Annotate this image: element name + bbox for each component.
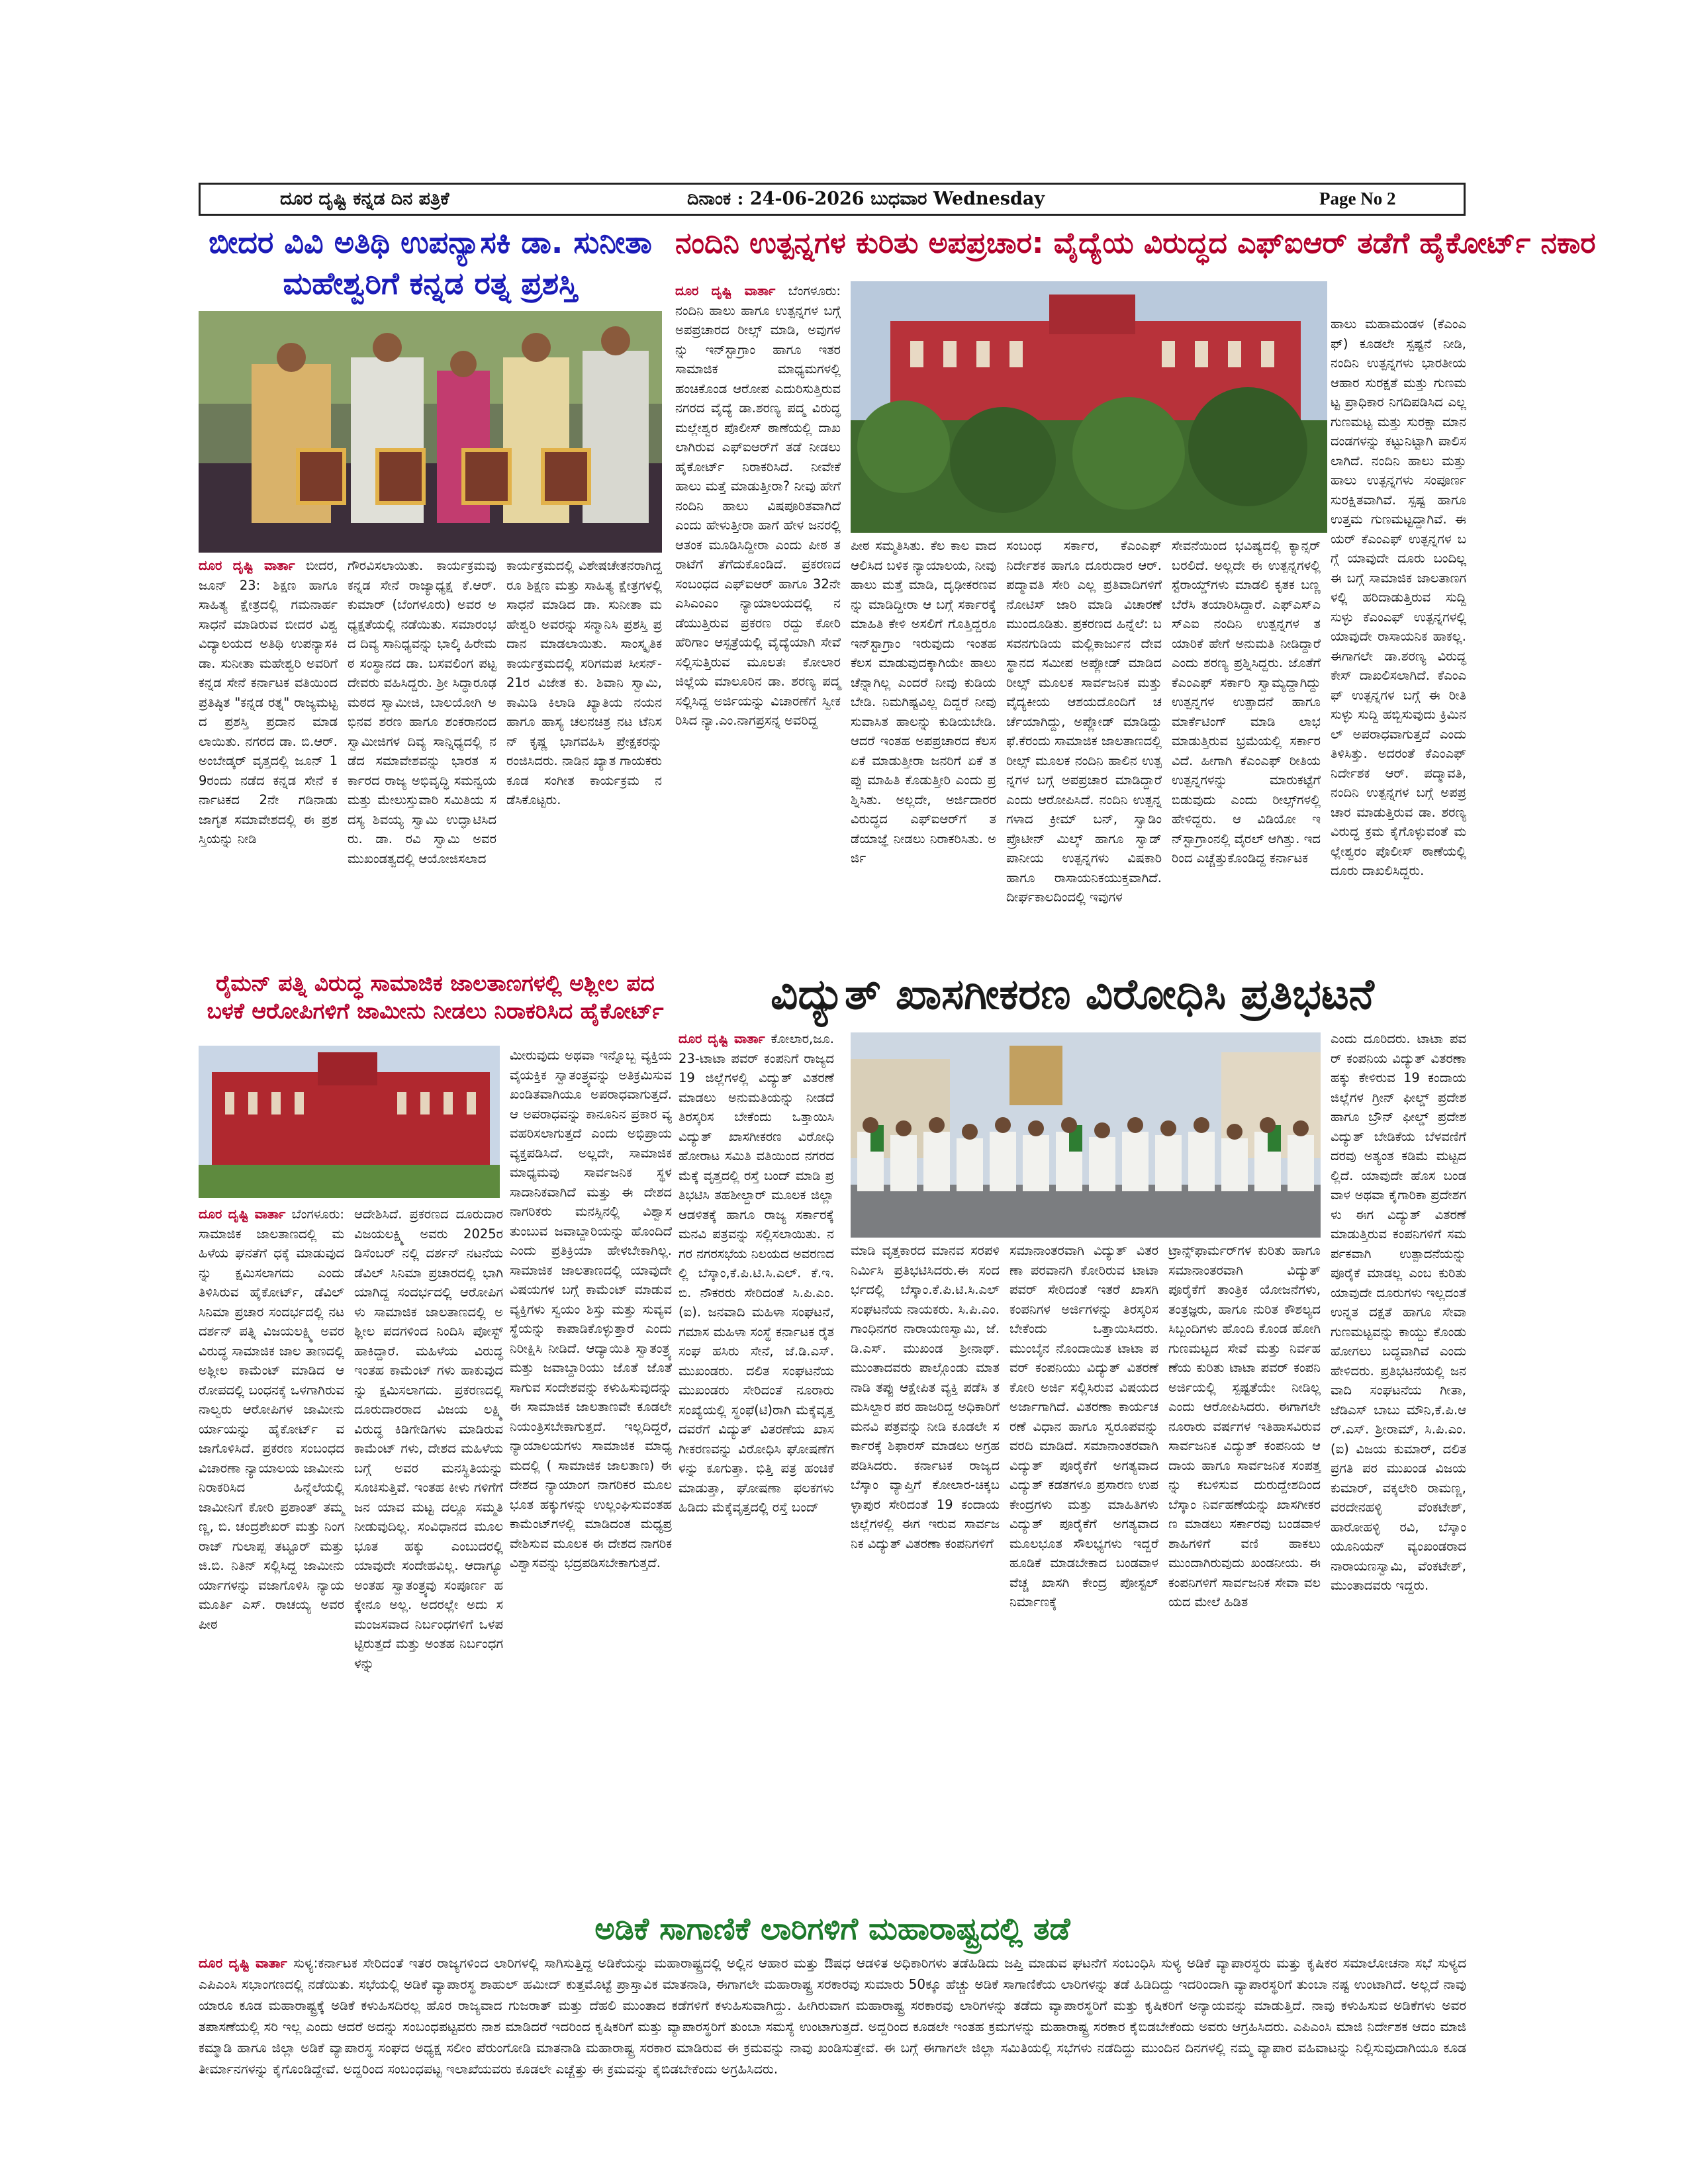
paper-name: ದೂರ ದೃಷ್ಟಿ ಕನ್ನಡ ದಿನ ಪತ್ರಿಕೆ xyxy=(280,189,449,209)
article-protest-col2: ಮಾಡಿ ವೃತ್ತಕಾರದ ಮಾನವ ಸರಪಳಿ ನಿರ್ಮಿಸಿ ಪ್ರತಿಭಟಿಸಿದರು.ಈ ಸಂದರ್ಭದಲ್ಲಿ ಬೆಸ್ಕಾಂ.ಕೆ.ಪಿ.ಟಿ.ಸಿ.ಎಲ್ ಸಂಘಟನೆಯ ನಾಯಕರು. ಸಿ.ಪಿ.ಎಂ. ಗಾಂಧಿನಗರ ನಾರಾಯಣಸ್ವಾಮಿ, ಜೆ.ಡಿ.ಎಸ್. ಮುಖಂಡ ಶ್ರೀನಾಥ್. ಮುಂತಾದವರು ಪಾಲ್ಗೊಂಡು ಮಾತನಾಡಿ ತಪ್ಪು ಆಕ್ಷೇಪಿತ ವ್ಯಕ್ತಿ ಪಡೆಸಿ ತಮಸಿಲ್ದಾರ ಪರ ಹಾಜರಿದ್ದ ಅಧಿಕಾರಿಗೆ ಮನವಿ ಪತ್ರವನ್ನು ನೀಡಿ ಕೂಡಲೇ ಸರ್ಕಾರಕ್ಕೆ ಶಿಫಾರಸ್ ಮಾಡಲು ಅಗ್ರಹ ಪಡಿಸಿದರು. ಕರ್ನಾಟಕ ರಾಜ್ಯದ ಬೆಸ್ಕಾಂ ವ್ಯಾಪ್ತಿಗೆ ಕೋಲಾರ-ಚಿಕ್ಕಬಳ್ಳಾಪುರ ಸೇರಿದಂತೆ 19 ಕಂದಾಯ ಜಿಲ್ಲೆಗಳಲ್ಲಿ ಈಗ ಇರುವ ಸಾರ್ವಜನಿಕ ವಿದ್ಯುತ್ ವಿತರಣಾ ಕಂಪನಿಗಳಿಗೆ xyxy=(851,1243,1000,1551)
article-protest-col3: ಸಮಾನಾಂತರವಾಗಿ ವಿದ್ಯುತ್ ವಿತರಣಾ ಪರವಾನಗಿ ಕೋರಿರುವ ಟಾಟಾ ಪವರ್ ಸೇರಿದಂತೆ ಇತರೆ ಖಾಸಗಿ ಕಂಪನಿಗಳ ಅರ್ಜಿಗಳನ್ನು ತಿರಸ್ಕರಿಸ ಬೇಕೆಂದು ಒತ್ತಾಯಿಸಿದರು. ಮುಂಬೈನ ನೊಂದಾಯಿತ ಟಾಟಾ ಪವರ್ ಕಂಪನಿಯು ವಿದ್ಯುತ್ ವಿತರಣೆ ಕೋರಿ ಅರ್ಜಿ ಸಲ್ಲಿಸಿರುವ ವಿಷಯದ ಅರ್ಜಾಗಾಗಿದೆ. ವಿತರಣಾ ಕಾರ್ಯಚರಣೆ ವಿಧಾನ ಹಾಗೂ ಸ್ವರೂಪವನ್ನು ವರದಿ ಮಾಡಿದೆ. ಸಮಾನಾಂತರವಾಗಿ ವಿದ್ಯುತ್ ಪೂರೈಕೆಗೆ ಅಗತ್ಯವಾದ ವಿದ್ಯುತ್ ಕಡತಗಳೂ ಪ್ರಸಾರಣ ಉಪಕೇಂದ್ರಗಳು ಮತ್ತು ಮಾಹಿತಿಗಳು ವಿದ್ಯುತ್ ಪೂರೈಕೆಗೆ ಅಗತ್ಯವಾದ ಮೂಲಭೂತ ಸೌಲಭ್ಯಗಳು ಇದ್ದರೆ ಹೂಡಿಕೆ ಮಾಡಬೇಕಾದ ಬಂಡವಾಳ ವೆಚ್ಚ ಖಾಸಗಿ ಕೇಂದ್ರ ಪೋಸ್ಟಲ್ ನಿರ್ಮಾಣಕ್ಕೆ xyxy=(1009,1243,1158,1610)
issue-date: ದಿನಾಂಕ : 24-06-2026 ಬುಧವಾರ Wednesday xyxy=(687,189,1045,209)
article-nandini-col3: ಸಂಬಂಧ ಸರ್ಕಾರ, ಕೆಎಂಎಫ್ ನಿರ್ದೇಶಕ ಹಾಗೂ ದೂರುದಾರ ಆರ್.ಪದ್ಮಾವತಿ ಸೇರಿ ಎಲ್ಲ ಪ್ರತಿವಾದಿಗಳಿಗೆ ನೋಟಿಸ್ ಜಾರಿ ಮಾಡಿ ವಿಚಾರಣೆ ಮುಂದೂಡಿತು. ಪ್ರಕರಣದ ಹಿನ್ನೆಲೆ: ಬಸವನಗುಡಿಯ ಮಲ್ಲಿಕಾರ್ಜುನ ದೇವಸ್ಥಾನದ ಸಮೀಪ ಅಪ್ಲೋಡ್ ಮಾಡಿದ ರೀಲ್ಸ್ ಮೂಲಕ ಸಾರ್ವಜನಿಕ ಮತ್ತು ವೈದ್ಯಕೀಯ ಆಶಯದೊಂದಿಗೆ ಚರ್ಚೆಯಾಗಿದ್ದು, ಅಪ್ಲೋಡ್ ಮಾಡಿದ್ದು ಫೆ.ಕೆರಂದು ಸಾಮಾಜಿಕ ಜಾಲತಾಣದಲ್ಲಿ ರೀಲ್ಸ್ ಮೂಲಕ ನಂದಿನಿ ಹಾಲಿನ ಉತ್ಪನ್ನಗಳ ಬಗ್ಗೆ ಅಪಪ್ರಚಾರ ಮಾಡಿದ್ದಾರೆ ಎಂದು ಆರೋಪಿಸಿದೆ. ನಂದಿನಿ ಉತ್ಪನ್ನಗಳಾದ ಕ್ರೀಮ್ ಬನ್, ಸ್ವಾಡಿಂ ಪ್ರೊಟೀನ್ ಮಿಲ್ಕ್ ಹಾಗೂ ಸ್ವಾಡ್ ಪಾನೀಯ ಉತ್ಪನ್ನಗಳು ವಿಷಕಾರಿ ಹಾಗೂ ರಾಸಾಯನಿಕಯುಕ್ತವಾಗಿದೆ. ದೀರ್ಘಕಾಲದಿಂದಲ್ಲಿ ಇವುಗಳ xyxy=(1006,538,1162,905)
article-headline-social-media: ರೈಮನ್ ಪತ್ನಿ ವಿರುದ್ಧ ಸಾಮಾಜಿಕ ಜಾಲತಾಣಗಳಲ್ಲಿ ಅಶ್ಲೀಲ ಪದ ಬಳಕೆ ಆರೋಪಿಗಳಿಗೆ ಜಾಮೀನು ನೀಡಲು ನಿರಾಕರಿಸಿದ ಹೈಕೋರ್ಟ್ xyxy=(207,970,664,1024)
article-social-col1: ದೂರ ದೃಷ್ಟಿ ವಾರ್ತಾ ಬೆಂಗಳೂರು: ಸಾಮಾಜಿಕ ಜಾಲತಾಣದಲ್ಲಿ ಮಹಿಳೆಯ ಘನತೆಗೆ ಧಕ್ಕೆ ಮಾಡುವುದನ್ನು ಕ್ಷಮಿಸಲಾಗದು ಎಂದು ತಿಳಿಸಿರುವ ಹೈಕೋರ್ಟ್, ಡೆವಿಲ್ ಸಿನಿಮಾ ಪ್ರಚಾರ ಸಂದರ್ಭದಲ್ಲಿ ನಟ ದರ್ಶನ್ ಪತ್ನಿ ವಿಜಯಲಕ್ಷ್ಮಿ ಅವರ ವಿರುದ್ಧ ಸಾಮಾಜಿಕ ಜಾಲ ತಾಣದಲ್ಲಿ ಅಶ್ಲೀಲ ಕಾಮೆಂಟ್ ಮಾಡಿದ ಆರೋಪದಲ್ಲಿ ಬಂಧನಕ್ಕೆ ಒಳಗಾಗಿರುವ ನಾಲ್ವರು ಆರೋಪಿಗಳ ಜಾಮೀನು ರ್ಯಾಯನ್ನು ಹೈಕೋರ್ಟ್ ವಜಾಗೊಳಿಸಿದೆ. ಪ್ರಕರಣ ಸಂಬಂಧದ ವಿಚಾರಣಾ ನ್ಯಾಯಾಲಯ ಜಾಮೀನು ನಿರಾಕರಿಸಿದ ಹಿನ್ನೆಲೆಯಲ್ಲಿ ಜಾಮೀನಿಗೆ ಕೋರಿ ಪ್ರಶಾಂತ್ ತಮ್ಮಣ್ಣ, ಬಿ. ಚಂದ್ರಶೇಖರ್ ಮತ್ತು ನಿಂಗರಾಜ್ ಗುಲಾಪ್ಪ ತಟ್ಟೂರ್ ಮತ್ತು ಜಿ.ಬಿ. ನಿತಿನ್ ಸಲ್ಲಿಸಿದ್ದ ಜಾಮೀನು ರ್ಯಾಗಳನ್ನು ವಜಾಗೊಳಿಸಿ ನ್ಯಾಯಮೂರ್ತಿ ಎಸ್. ರಾಚಯ್ಯ ಅವರ ಪೀಠ xyxy=(199,1206,344,1632)
article-award-col3: ಕಾರ್ಯಕ್ರಮದಲ್ಲಿ ವಿಶೇಷಚೇತನರಾಗಿದ್ದರೂ ಶಿಕ್ಷಣ ಮತ್ತು ಸಾಹಿತ್ಯ ಕ್ಷೇತ್ರಗಳಲ್ಲಿ ಸಾಧನೆ ಮಾಡಿದ ಡಾ. ಸುನೀತಾ ಮಹೇಶ್ವರಿ ಅವರನ್ನು ಸನ್ಮಾನಿಸಿ ಪ್ರಶಸ್ತಿ ಪ್ರದಾನ ಮಾಡಲಾಯಿತು. ಸಾಂಸ್ಕೃತಿಕ ಕಾರ್ಯಕ್ರಮದಲ್ಲಿ ಸರಿಗಮಪ ಸೀಸನ್-21ರ ವಿಜೇತ ಕು. ಶಿವಾನಿ ಸ್ವಾಮಿ, ಕಾಮಿಡಿ ಕಿಲಾಡಿ ಖ್ಯಾತಿಯ ನಯನ ಹಾಗೂ ಹಾಸ್ಯ ಚಲನಚಿತ್ರ ನಟ ಟೆನಿಸನ್ ಕೃಷ್ಣ ಭಾಗವಹಿಸಿ ಪ್ರೇಕ್ಷಕರನ್ನು ರಂಜಿಸಿದರು. ನಾಡಿನ ಖ್ಯಾತ ಗಾಯಕರು ಕೂಡ ಸಂಗೀತ ಕಾರ್ಯಕ್ರಮ ನಡೆಸಿಕೊಟ್ಟರು. xyxy=(506,558,662,807)
article-nandini-col1: ದೂರ ದೃಷ್ಟಿ ವಾರ್ತಾ ಬೆಂಗಳೂರು: ನಂದಿನಿ ಹಾಲು ಹಾಗೂ ಉತ್ಪನ್ನಗಳ ಬಗ್ಗೆ ಅಪಪ್ರಚಾರದ ರೀಲ್ಸ್ ಮಾಡಿ, ಅವುಗಳನ್ನು ಇನ್‌ಸ್ಟಾಗ್ರಾಂ ಹಾಗೂ ಇತರ ಸಾಮಾಜಿಕ ಮಾಧ್ಯಮಗಳಲ್ಲಿ ಹಂಚಿಕೊಂಡ ಆರೋಪ ಎದುರಿಸುತ್ತಿರುವ ನಗರದ ವೈದ್ಯೆ ಡಾ.ಶರಣ್ಯ ಪದ್ಮ ವಿರುದ್ಧ ಮಲ್ಲೇಶ್ವರ ಪೊಲೀಸ್ ಠಾಣೆಯಲ್ಲಿ ದಾಖಲಾಗಿರುವ ಎಫ್ಐಆರ್‌ಗೆ ತಡೆ ನೀಡಲು ಹೈಕೋರ್ಟ್ ನಿರಾಕರಿಸಿದೆ. ನೀವೇಕೆ ಹಾಲು ಮತ್ತೆ ಮಾಡುತ್ತೀರಾ? ನೀವು ಹೇಗೆ ನಂದಿನಿ ಹಾಲು ವಿಷಪೂರಿತವಾಗಿದೆ ಎಂದು ಹೇಳುತ್ತೀರಾ ಹಾಗೆ ಹೇಳ ಜನರಲ್ಲಿ ಆತಂಕ ಮೂಡಿಸಿದ್ದೀರಾ ಎಂದು ಪೀಠ ತರಾಟೆಗೆ ತೆಗೆದುಕೊಂಡಿದೆ. ಪ್ರಕರಣದ ಸಂಬಂಧದ ಎಫ್ಐಆರ್ ಹಾಗೂ 32ನೇ ಎಸಿಎಂಎಂ ನ್ಯಾಯಾಲಯದಲ್ಲಿ ನಡೆಯುತ್ತಿರುವ ಪ್ರಕರಣ ರದ್ದು ಕೋರಿ ಹೆರಿಗಾಂ ಆಸ್ಪತ್ರೆಯಲ್ಲಿ ವೈದ್ಯೆಯಾಗಿ ಸೇವೆ ಸಲ್ಲಿಸುತ್ತಿರುವ ಮೂಲತಃ ಕೋಲಾರ ಜಿಲ್ಲೆಯ ಮಾಲೂರಿನ ಡಾ. ಶರಣ್ಯ ಪದ್ಮ ಸಲ್ಲಿಸಿದ್ದ ಅರ್ಜಿಯನ್ನು ವಿಚಾರಣೆಗೆ ಸ್ವೀಕರಿಸಿದ ನ್ಯಾ.ಎಂ.ನಾಗಪ್ರಸನ್ನ ಅವರಿದ್ದ xyxy=(675,283,841,728)
masthead-bar xyxy=(199,183,1466,216)
article-protest-col1: ದೂರ ದೃಷ್ಟಿ ವಾರ್ತಾ ಕೋಲಾರ,ಜೂ.23-ಟಾಟಾ ಪವರ್ ಕಂಪನಿಗೆ ರಾಜ್ಯದ 19 ಜಿಲ್ಲೆಗಳಲ್ಲಿ ವಿದ್ಯುತ್ ವಿತರಣೆ ಮಾಡಲು ಅನುಮತಿಯನ್ನು ನೀಡದೆ ತಿರಸ್ಕರಿಸ ಬೇಕೆಂದು ಒತ್ತಾಯಿಸಿ ವಿದ್ಯುತ್ ಖಾಸಗೀಕರಣ ವಿರೋಧಿ ಹೋರಾಟ ಸಮಿತಿ ವತಿಯಿಂದ ನಗರದ ಮೆಕ್ಕೆ ವೃತ್ತದಲ್ಲಿ ರಸ್ತೆ ಬಂದ್ ಮಾಡಿ ಪ್ರತಿಭಟಿಸಿ ತಹಶೀಲ್ದಾರ್ ಮೂಲಕ ಜಿಲ್ಲಾ ಆಡಳಿತಕ್ಕೆ ಹಾಗೂ ರಾಜ್ಯ ಸರ್ಕಾರಕ್ಕೆ ಮನವಿ ಪತ್ರವನ್ನು ಸಲ್ಲಿಸಲಾಯಿತು. ನಗರ ನಗರಸಭೆಯ ನಿಲಯದ ಅವರಣದಲ್ಲಿ ಬೆಸ್ಕಾಂ,ಕೆ.ಪಿ.ಟಿ.ಸಿ.ಎಲ್. ಕೆ.ಇ.ಬಿ. ನೌಕರರು ಸೇರಿದಂತೆ ಸಿ.ಪಿ.ಎಂ.(ಐ). ಜನವಾದಿ ಮಹಿಳಾ ಸಂಘಟನೆ, ಗಮಾಸ ಮಹಿಳಾ ಸಂಸ್ಥೆ ಕರ್ನಾಟಕ ರೈತ ಸಂಘ ಹಸಿರು ಸೇನೆ, ಜೆ.ಡಿ.ಎಸ್.ಮುಖಂಡರು. ದಲಿತ ಸಂಘಟನೆಯ ಮುಖಂಡರು ಸೇರಿದಂತೆ ನೂರಾರು ಸಂಖ್ಯೆಯಲ್ಲಿ ಸ್ಥಂಫೆ(ಟಿ)ರಾಗಿ ಮೆಕ್ಕೆವೃತ್ತದವರೆಗೆ ವಿದ್ಯುತ್ ವಿತರಣೆಯ ಖಾಸಗೀಕರಣವನ್ನು ವಿರೋಧಿಸಿ ಘೋಷಣೆಗಳನ್ನು ಕೂಗುತ್ತಾ. ಭಿತ್ತಿ ಪತ್ರ ಹಂಚಿಕೆ ಮಾಡುತ್ತಾ, ಘೋಷಣಾ ಫಲಕಗಳು ಹಿಡಿದು ಮೆಕ್ಕೆವೃತ್ತದಲ್ಲಿ ರಸ್ತೆ ಬಂದ್ xyxy=(679,1031,834,1515)
article-nandini-col2: ಪೀಠ ಸಮ್ಮತಿಸಿತು. ಕೆಲ ಕಾಲ ವಾದ ಆಲಿಸಿದ ಬಳಿಕ ನ್ಯಾಯಾಲಯ, ನೀವು ಹಾಲು ಮತ್ತೆ ಮಾಡಿ, ದೃಢೀಕರಣವನ್ನು ಮಾಡಿದ್ದೀರಾ ಆ ಬಗ್ಗೆ ಸರ್ಕಾರಕ್ಕೆ ಮಾಹಿತಿ ಕೇಳಿ ಅಸಲಿಗೆ ಗೊತ್ತಿದ್ದರೂ ಇನ್‌ಸ್ಟಾಗ್ರಾಂ ಇರುವುದು ಇಂತಹ ಕೆಲಸ ಮಾಡುವುದಕ್ಕಾಗಿಯೇ ಹಾಲು ಚೆನ್ನಾಗಿಲ್ಲ ಎಂದರೆ ನೀವು ಕುಡಿಯಬೇಡಿ. ನಿಮಗಿಷ್ಟವಿಲ್ಲ ದಿದ್ದರೆ ನೀವು ಸುವಾಸಿತ ಹಾಲನ್ನು ಕುಡಿಯಬೇಡಿ. ಆದರೆ ಇಂತಹ ಅಪಪ್ರಚಾರದ ಕೆಲಸ ಏಕೆ ಮಾಡುತ್ತೀರಾ ಜನರಿಗೆ ಏಕೆ ತಪ್ಪು ಮಾಹಿತಿ ಕೊಡುತ್ತೀರಿ ಎಂದು ಪ್ರಶ್ನಿಸಿತು. ಅಲ್ಲದೇ, ಅರ್ಜಿದಾರರ ವಿರುದ್ಧದ ಎಫ್ಐಆರ್‌ಗೆ ತಡೆಯಾಜ್ಞೆ ನೀಡಲು ನಿರಾಕರಿಸಿತು. ಅರ್ಜಿ xyxy=(851,538,996,866)
article-nandini-col5: ಹಾಲು ಮಹಾಮಂಡಳ (ಕೆಎಂಎಫ್) ಕೂಡಲೇ ಸ್ಪಷ್ಟನೆ ನೀಡಿ, ನಂದಿನಿ ಉತ್ಪನ್ನಗಳು ಭಾರತೀಯ ಆಹಾರ ಸುರಕ್ಷತೆ ಮತ್ತು ಗುಣಮಟ್ಟ ಪ್ರಾಧಿಕಾರ ನಿಗದಿಪಡಿಸಿದ ಎಲ್ಲ ಗುಣಮಟ್ಟ ಮತ್ತು ಸುರಕ್ಷಾ ಮಾನದಂಡಗಳನ್ನು ಕಟ್ಟುನಿಟ್ಟಾಗಿ ಪಾಲಿಸಲಾಗಿದೆ. ನಂದಿನಿ ಹಾಲು ಮತ್ತು ಹಾಲು ಉತ್ಪನ್ನಗಳು ಸಂಪೂರ್ಣ ಸುರಕ್ಷಿತವಾಗಿವೆ. ಸ್ಪಷ್ಟ ಹಾಗೂ ಉತ್ತಮ ಗುಣಮಟ್ಟದ್ದಾಗಿವೆ. ಈಯರ್‌ ಕೆಎಂಎಫ್ ಉತ್ಪನ್ನಗಳ ಬಗ್ಗೆ ಯಾವುದೇ ದೂರು ಬಂದಿಲ್ಲ ಈ ಬಗ್ಗೆ ಸಾಮಾಜಿಕ ಜಾಲತಾಣಗಳಲ್ಲಿ ಹರಿದಾಡುತ್ತಿರುವ ಸುದ್ದಿ ಸುಳ್ಳು ಕೆಎಂಎಫ್ ಉತ್ಪನ್ನಗಳಲ್ಲಿ ಯಾವುದೇ ರಾಸಾಯನಿಕ ಹಾಕಲ್ಲ. ಈಗಾಗಲೇ ಡಾ.ಶರಣ್ಯ ವಿರುದ್ಧ ಕೇಸ್ ದಾಖಲಿಸಲಾಗಿದೆ. ಕೆಎಂಎಫ್ ಉತ್ಪನ್ನಗಳ ಬಗ್ಗೆ ಈ ರೀತಿ ಸುಳ್ಳು ಸುದ್ದಿ ಹಬ್ಬಿಸುವುದು ಕ್ರಿಮಿನಲ್ ಅಪರಾಧವಾಗುತ್ತದೆ ಎಂದು ತಿಳಿಸಿತ್ತು. ಅದರಂತೆ ಕೆಎಂಎಫ್ ನಿರ್ದೇಶಕ ಆರ್. ಪದ್ಮಾವತಿ, ನಂದಿನಿ ಉತ್ಪನ್ನಗಳ ಬಗ್ಗೆ ಅಪಪ್ರಚಾರ ಮಾಡುತ್ತಿರುವ ಡಾ. ಶರಣ್ಯ ವಿರುದ್ಧ ಕ್ರಮ ಕೈಗೊಳ್ಳುವಂತೆ ಮಲ್ಲೇಶ್ವರಂ ಪೊಲೀಸ್ ಠಾಣೆಯಲ್ಲಿ ದೂರು ದಾಖಲಿಸಿದ್ದರು. xyxy=(1331,316,1466,878)
article-arecanut-body: ದೂರ ದೃಷ್ಟಿ ವಾರ್ತಾ ಸುಳ್ಯ:ಕರ್ನಾಟಕ ಸೇರಿದಂತೆ ಇತರ ರಾಜ್ಯಗಳಿಂದ ಲಾರಿಗಳಲ್ಲಿ ಸಾಗಿಸುತ್ತಿದ್ದ ಅಡಿಕೆಯನ್ನು ಮಹಾರಾಷ್ಟ್ರದಲ್ಲಿ ಅಲ್ಲಿನ ಆಹಾರ ಮತ್ತು ಔಷಧ ಆಡಳಿತ ಅಧಿಕಾರಿಗಳು ತಡೆಹಿಡಿದು ಜಪ್ತಿ ಮಾಡುವ ಘಟನೆಗೆ ಸಂಬಂಧಿಸಿ ಸುಳ್ಯ ಅಡಿಕೆ ವ್ಯಾಪಾರಸ್ಥರು ಮತ್ತು ಕೃಷಿಕರ ಸಮಾಲೋಚನಾ ಸಭೆ ಸುಳ್ಯದ ಎಪಿಎಂಸಿ ಸಭಾಂಗಣದಲ್ಲಿ ನಡೆಯಿತು. ಸಭೆಯಲ್ಲಿ ಅಡಿಕೆ ವ್ಯಾಪಾರಸ್ಥ ಶಾಹುಲ್ ಹಮೀದ್ ಕುತ್ತಮೊಟ್ಟೆ ಪ್ರಾಸ್ತಾವಿಕ ಮಾತನಾಡಿ, ಈಗಾಗಲೇ ಮಹಾರಾಷ್ಟ್ರ ಸರಕಾರವು ಸುಮಾರು 50ಕ್ಕೂ ಹೆಚ್ಚು ಅಡಿಕೆ ಸಾಗಾಣಿಕೆಯ ಲಾರಿಗಳನ್ನು ತಡೆ ಹಿಡಿದಿದ್ದು ಇದರಿಂದಾಗಿ ವ್ಯಾಪಾರಸ್ಥರಿಗೆ ತುಂಬಾ ನಷ್ಟ ಉಂಟಾಗಿದೆ. ಅಲ್ಲದೆ ನಾವು ಯಾರೂ ಕೂಡ ಮಹಾರಾಷ್ಟ್ರಕ್ಕೆ ಅಡಿಕೆ ಕಳುಹಿಸದಿರಲ್ಲ ಹೊರ ರಾಜ್ಯವಾದ ಗುಜರಾತ್ ಮತ್ತು ದೆಹಲಿ ಮುಂತಾದ ಕಡೆಗಳಿಗೆ ಕಳುಹಿಸುವಾಗಿದ್ದು. ಹೀಗಿರುವಾಗ ಮಹಾರಾಷ್ಟ್ರ ಸರಕಾರವು ಲಾರಿಗಳನ್ನು ತಡೆದು ವ್ಯಾಪಾರಸ್ಥರಿಗೆ ಮತ್ತು ಕೃಷಿಕರಿಗೆ ಅನ್ಯಾಯವನ್ನು ಮಾಡುತ್ತಿದೆ. ನಾವು ಕಳುಹಿಸುವ ಅಡಿಕೆಗಳು ಅವರ ತಪಾಸಣೆಯಲ್ಲಿ ಸರಿ ಇಲ್ಲ ಎಂದು ಆದರೆ ಅದನ್ನು ಸಂಬಂಧಪಟ್ಟವರು ನಾಶ ಮಾಡಿದರೆ ಇದರಿಂದ ಕೃಷಿಕರಿಗೆ ಮತ್ತು ವ್ಯಾಪಾರಸ್ಥರಿಗೆ ತುಂಬಾ ಸಮಸ್ಯೆ ಉಂಟಾಗುತ್ತದೆ. ಅದ್ದರಿಂದ ಕೂಡಲೇ ಇಂತಹ ಕ್ರಮಗಳನ್ನು ಮಹಾರಾಷ್ಟ್ರ ಸರಕಾರ ಕೈಬಿಡಬೇಕೆಂದು ಅವರು ಆಗ್ರಹಿಸಿದರು. ಎಪಿಎಂಸಿ ಮಾಜಿ ನಿರ್ದೇಶಕ ಆದಂ ಮಾಜಿ ಕಮ್ಮಾಡಿ ಹಾಗೂ ಜಿಲ್ಲಾ ಅಡಿಕೆ ವ್ಯಾಪಾರಸ್ಥ ಸಂಘದ ಅಧ್ಯಕ್ಷ ಸಲೀಂ ಪೆರುಂಗೋಡಿ ಮಾತನಾಡಿ ಮಹಾರಾಷ್ಟ್ರ ಸರಕಾರ ಮಾಡಿರುವ ಈ ಕ್ರಮವನ್ನು ನಾವು ಖಂಡಿಸುತ್ತೇವೆ. ಈ ಬಗ್ಗೆ ಈಗಾಗಲೇ ಜಿಲ್ಲಾ ಸಮಿತಿಯಲ್ಲಿ ಸಭೆಗಳು ನಡೆದಿದ್ದು ಮುಂದಿನ ದಿನಗಳಲ್ಲಿ ನಮ್ಮ ವ್ಯಾಪಾರ ವಹಿವಾಟನ್ನು ನಿಲ್ಲಿಸುವುದಾಗಿಯೂ ಕೂಡ ತೀರ್ಮಾನಗಳನ್ನು ಕೈಗೊಂಡಿದ್ದೇವೆ. ಅದ್ದರಿಂದ ಸಂಬಂಧಪಟ್ಟ ಇಲಾಖೆಯವರು ಕೂಡಲೇ ಎಚ್ಚೆತ್ತು ಈ ಕ್ರಮವನ್ನು ಕೈಬಿಡಬೇಕೆಂದು ಅಗ್ರಹಿಸಿದರು. xyxy=(199,1955,1467,2077)
article-protest-col5: ಎಂದು ದೂರಿದರು. ಟಾಟಾ ಪವರ್ ಕಂಪನಿಯ ವಿದ್ಯುತ್ ವಿತರಣಾ ಹಕ್ಕು ಕೇಳಿರುವ 19 ಕಂದಾಯ ಜಿಲ್ಲೆಗಳ ಗ್ರೀನ್ ಫೀಲ್ಡ್ ಪ್ರದೇಶ ಹಾಗೂ ಬ್ರೌನ್ ಫೀಲ್ಡ್ ಪ್ರದೇಶ ವಿದ್ಯುತ್ ಬೇಡಿಕೆಯ ಬೆಳವಣಿಗೆ ದರವು ಅತ್ಯಂತ ಕಡಿಮೆ ಮಟ್ಟದಲ್ಲಿದೆ. ಯಾವುದೇ ಹೊಸ ಬಂಡವಾಳ ಅಥವಾ ಕೈಗಾರಿಕಾ ಪ್ರದೇಶಗಳು ಈಗ ವಿದ್ಯುತ್ ವಿತರಣೆ ಮಾಡುತ್ತಿರುವ ಕಂಪನಿಗಳಿಗೆ ಸಮರ್ಪಕವಾಗಿ ಉತ್ಪಾದನೆಯನ್ನು ಪೂರೈಕೆ ಮಾಡಲ್ಲ ಎಂಬ ಕುರಿತು ಯಾವುದೇ ದೂರುಗಳು ಇಲ್ಲದಂತೆ ಉನ್ನತ ದಕ್ಷತೆ ಹಾಗೂ ಸೇವಾ ಗುಣಮಟ್ಟವನ್ನು ಕಾಯ್ದು ಕೊಂಡು ಹೋಗಲು ಬದ್ಧವಾಗಿವೆ ಎಂದು ಹೇಳಿದರು. ಪ್ರತಿಭಟನೆಯಲ್ಲಿ ಜನವಾದಿ ಸಂಘಟನೆಯ ಗೀತಾ, ಜೆಡಿಎಸ್ ಬಾಬು ಮೌನಿ,ಕೆ.ಪಿ.ಆರ್.ಎಸ್. ಶ್ರೀರಾಮ್, ಸಿ.ಪಿ.ಎಂ.(ಐ) ವಿಜಯ ಕುಮಾರ್, ದಲಿತ ಪ್ರಗತಿ ಪರ ಮುಖಂಡ ವಿಜಯ ಕುಮಾರ್, ವಕ್ಕಲೇರಿ ರಾಮಣ್ಣ, ವರದೇನಹಳ್ಳಿ ವೆಂಕಟೇಶ್, ಹಾರೋಹಳ್ಳಿ ರವಿ, ಬೆಸ್ಕಾಂ ಯೂನಿಯನ್ ವ್ಯಂಖಂಡರಾದ ನಾರಾಯಣಸ್ವಾಮಿ, ವೆಂಕಟೇಶ್, ಮುಂತಾದವರು ಇದ್ದರು. xyxy=(1331,1031,1466,1593)
court-building-photo xyxy=(199,1046,500,1198)
article-award-col2: ಗೌರವಿಸಲಾಯಿತು. ಕಾರ್ಯಕ್ರಮವು ಕನ್ನಡ ಸೇನೆ ರಾಜ್ಯಾಧ್ಯಕ್ಷ ಕೆ.ಆರ್. ಕುಮಾರ್ (ಬೆಂಗಳೂರು) ಅವರ ಅಧ್ಯಕ್ಷತೆಯಲ್ಲಿ ನಡೆಯಿತು. ಸಮಾರಂಭದ ದಿವ್ಯ ಸಾನಿಧ್ಯವನ್ನು ಭಾಲ್ಕಿ ಹಿರೇಮಠ ಸಂಸ್ಥಾನದ ಡಾ. ಬಸವಲಿಂಗ ಪಟ್ಟದೇವರು ವಹಿಸಿದ್ದರು. ಶ್ರೀ ಸಿದ್ಧಾರೂಢ ಮಠದ ಸ್ವಾಮೀಜಿ, ಬಾಲಯೋಗಿ ಅಭಿನವ ಶರಣ ಹಾಗೂ ಶಂಕರಾನಂದ ಸ್ವಾಮೀಜಿಗಳ ದಿವ್ಯ ಸಾನ್ನಿಧ್ಯದಲ್ಲಿ ನಡೆದ ಸಮಾವೇಶವನ್ನು ಭಾರತ ಸರ್ಕಾರದ ರಾಜ್ಯ ಅಭಿವೃದ್ಧಿ ಸಮನ್ವಯ ಮತ್ತು ಮೇಲುಸ್ತುವಾರಿ ಸಮಿತಿಯ ಸದಸ್ಯ ಶಿವಯ್ಯ ಸ್ವಾಮಿ ಉದ್ಘಾಟಿಸಿದರು. ಡಾ. ರವಿ ಸ್ವಾಮಿ ಅವರ ಮುಖಂಡತ್ವದಲ್ಲಿ ಆಯೋಜಿಸಲಾದ xyxy=(348,558,496,866)
protest-photo xyxy=(851,1032,1321,1238)
article-social-col3: ಮೀರುವುದು ಅಥವಾ ಇನ್ನೊಬ್ಬ ವ್ಯಕ್ತಿಯ ವೈಯಕ್ತಿಕ ಸ್ವಾತಂತ್ರ್ಯವನ್ನು ಅತಿಕ್ರಮಿಸುವ ಖಂಡಿತವಾಗಿಯೂ ಅಪರಾಧವಾಗುತ್ತದೆ. ಆ ಅಪರಾಧವನ್ನು ಕಾನೂನಿನ ಪ್ರಕಾರ ವ್ಯವಹರಿಸಲಾಗುತ್ತದೆ ಎಂದು ಅಭಿಪ್ರಾಯ ವ್ಯಕ್ತಪಡಿಸಿದೆ. ಅಲ್ಲದೇ, ಸಾಮಾಜಿಕ ಮಾಧ್ಯಮವು ಸಾರ್ವಜನಿಕ ಸ್ಥಳ ಸಾದಾನಿಕವಾಗಿದೆ ಮತ್ತು ಈ ದೇಶದ ನಾಗರಿಕರು ಮನಸ್ಸಿನಲ್ಲಿ ವಿಶ್ವಾಸ ತುಂಬುವ ಜವಾಬ್ದಾರಿಯನ್ನು ಹೊಂದಿದೆ ಎಂದು ಪ್ರತಿಕ್ರಿಯಾ ಹೇಳಬೇಕಾಗಿಲ್ಲ. ಸಾಮಾಜಿಕ ಜಾಲತಾಣದಲ್ಲಿ ಯಾವುದೇ ವಿಷಯಗಳ ಬಗ್ಗೆ ಕಾಮೆಂಟ್ ಮಾಡುವ ವ್ಯಕ್ತಿಗಳು ಸ್ವಯಂ ಶಿಸ್ತು ಮತ್ತು ಸುವ್ಯವಸ್ಥೆಯನ್ನು ಕಾಪಾಡಿಕೊಳ್ಳುತ್ತಾರೆ ಎಂದು ನಿರೀಕ್ಷಿಸಿ ನೀಡಿದೆ. ಆದ್ಯಾಯಿತಿ ಸ್ವಾತಂತ್ರ್ಯ ಮತ್ತು ಜವಾಬ್ದಾರಿಯು ಜೊತೆ ಜೊತೆ ಸಾಗುವ ಸಂದೇಶವನ್ನು ಕಳುಹಿಸುವುದನ್ನು ಈ ಸಾಮಾಜಿಕ ಜಾಲತಾಣವೇ ಕೂಡಲೇ ನಿಯಂತ್ರಿಸಬೇಕಾಗುತ್ತದೆ. ಇಲ್ಲದಿದ್ದರೆ, ನ್ಯಾಯಾಲಯಗಳು ಸಾಮಾಜಿಕ ಮಾಧ್ಯಮದಲ್ಲಿ ( ಸಾಮಾಜಿಕ ಜಾಲತಾಣ) ಈ ದೇಶದ ನ್ಯಾಯಾಂಗ ನಾಗರಿಕರ ಮೂಲಭೂತ ಹಕ್ಕುಗಳನ್ನು ಉಲ್ಲಂಘಿಸುವಂತಹ ಕಾಮೆಂಟ್‌ಗಳಲ್ಲಿ ಮಾಡಿದಂತ ಮಧ್ಯಪ್ರವೇಶಿಸುವ ಮೂಲಕ ಈ ದೇಶದ ನಾಗರಿಕ ವಿಶ್ವಾಸವನ್ನು ಭದ್ರಪಡಿಸಬೇಕಾಗುತ್ತದೆ. xyxy=(510,1048,672,1570)
award-ceremony-photo xyxy=(199,311,662,553)
article-protest-col4: ಟ್ರಾನ್ಸ್‌ಫಾರ್ಮರ್‌ಗಳ ಕುರಿತು ಹಾಗೂ ಸಮಾನಾಂತರವಾಗಿ ವಿದ್ಯುತ್ ಪೂರೈಕೆಗೆ ತಾಂತ್ರಿಕ ಯೋಜನೆಗಳು, ತಂತ್ರಜ್ಞರು, ಹಾಗೂ ನುರಿತ ಕೌಶಲ್ಯದ ಸಿಬ್ಬಂದಿಗಳು ಹೊಂದಿ ಕೊಂಡ ಹೋಗಿ ಗುಣಮಟ್ಟದ ಸೇವೆ ಮತ್ತು ನಿರ್ವಹಣೆಯ ಕುರಿತು ಟಾಟಾ ಪವರ್ ಕಂಪನಿ ಅರ್ಜಿಯಲ್ಲಿ ಸ್ಪಷ್ಟತೆಯೇ ನೀಡಿಲ್ಲ ಎಂದು ಆರೋಪಿಸಿದರು. ಈಗಾಗಲೇ ನೂರಾರು ವರ್ಷಗಳ ಇತಿಹಾಸವಿರುವ ಸಾರ್ವಜನಿಕ ವಿದ್ಯುತ್ ಕಂಪನಿಯ ಆದಾಯ ಹಾಗೂ ಸಾರ್ವಜನಿಕ ಸಂಪತ್ತನ್ನು ಕಬಳಿಸುವ ದುರುದ್ದೇಶದಿಂದ ಬೆಸ್ಕಾಂ ನಿರ್ವಹಣೆಯನ್ನು ಖಾಸಗೀಕರಣ ಮಾಡಲು ಸರ್ಕಾರವು ಬಂಡವಾಳಶಾಹಿಗಳಿಗೆ ವಣಿ ಹಾಕಲು ಮುಂದಾಗಿರುವುದು ಖಂಡನೀಯ. ಈ ಕಂಪನಿಗಳಿಗೆ ಸಾರ್ವಜನಿಕ ಸೇವಾ ವಲಯದ ಮೇಲೆ ಹಿಡಿತ xyxy=(1168,1243,1321,1610)
article-nandini-col4: ಸೇವನೆಯಿಂದ ಭವಿಷ್ಯದಲ್ಲಿ ಕ್ಯಾನ್ಸರ್ ಬರಲಿದೆ. ಅಲ್ಲದೇ ಈ ಉತ್ಪನ್ನಗಳಲ್ಲಿ ಸ್ಟೆರಾಯ್ಡ್‌ಗಳು ಮಾಡಲಿ ಕೃತಕ ಬಣ್ಣ ಬೆರೆಸಿ ತಯಾರಿಸಿದ್ದಾರೆ. ಎಫ್ಎಸ್ಎಸ್ಎಐ ನಂದಿನಿ ಉತ್ಪನ್ನಗಳ ತಯಾರಿಕೆ ಹೇಗೆ ಅನುಮತಿ ನೀಡಿದ್ದಾರೆ ಎಂದು ಶರಣ್ಯ ಪ್ರಶ್ನಿಸಿದ್ದರು. ಜೊತೆಗೆ ಕೆಎಂಎಫ್ ಸರ್ಕಾರಿ ಸ್ವಾಮ್ಯದ್ದಾಗಿದ್ದು ಉತ್ಪನ್ನಗಳ ಉತ್ಪಾದನೆ ಹಾಗೂ ಮಾರ್ಕೆಟಿಂಗ್ ಮಾಡಿ ಲಾಭ ಮಾಡುತ್ತಿರುವ ಭ್ರಮೆಯಲ್ಲಿ ಸರ್ಕಾರವಿದೆ. ಹೀಗಾಗಿ ಕೆಎಂಎಫ್ ರೀತಿಯ ಉತ್ಪನ್ನಗಳನ್ನು ಮಾರುಕಟ್ಟೆಗೆ ಬಿಡುವುದು ಎಂದು ರೀಲ್ಸ್‌ಗಳಲ್ಲಿ ಹೇಳಿದ್ದರು. ಆ ವಿಡಿಯೋ ಇನ್‌ಸ್ಟಾಗ್ರಾಂನಲ್ಲಿ ವೈರಲ್ ಆಗಿತ್ತು. ಇದರಿಂದ ಎಚ್ಚೆತ್ತುಕೊಂಡಿದ್ದ ಕರ್ನಾಟಕ xyxy=(1172,538,1321,866)
page-number: Page No 2 xyxy=(1319,189,1396,208)
byline: ದೂರ ದೃಷ್ಟಿ ವಾರ್ತಾ xyxy=(199,558,306,573)
high-court-photo xyxy=(851,281,1327,533)
article-award-col1: ದೂರ ದೃಷ್ಟಿ ವಾರ್ತಾ ಬೀದರ, ಜೂನ್ 23: ಶಿಕ್ಷಣ ಹಾಗೂ ಸಾಹಿತ್ಯ ಕ್ಷೇತ್ರದಲ್ಲಿ ಗಮನಾರ್ಹ ಸಾಧನೆ ಮಾಡಿರುವ ಬೀದರ ವಿಶ್ವವಿದ್ಯಾಲಯದ ಅತಿಥಿ ಉಪನ್ಯಾಸಕಿ ಡಾ. ಸುನೀತಾ ಮಹೇಶ್ವರಿ ಅವರಿಗೆ ಕನ್ನಡ ಸೇನೆ ಕರ್ನಾಟಕ ವತಿಯಿಂದ ಪ್ರತಿಷ್ಠಿತ "ಕನ್ನಡ ರತ್ನ" ರಾಜ್ಯಮಟ್ಟದ ಪ್ರಶಸ್ತಿ ಪ್ರದಾನ ಮಾಡಲಾಯಿತು. ನಗರದ ಡಾ. ಬಿ.ಆರ್. ಅಂಬೇಡ್ಕರ್ ವೃತ್ತದಲ್ಲಿ ಜೂನ್ 19ರಂದು ನಡೆದ ಕನ್ನಡ ಸೇನೆ ಕರ್ನಾಟಕದ 2ನೇ ಗಡಿನಾಡು ಜಾಗೃತ ಸಮಾವೇಶದಲ್ಲಿ ಈ ಪ್ರಶಸ್ತಿಯನ್ನು ನೀಡಿ xyxy=(199,558,338,846)
article-headline-arecanut: ಅಡಿಕೆ ಸಾಗಾಣಿಕೆ ಲಾರಿಗಳಿಗೆ ಮಹಾರಾಷ್ಟ್ರದಲ್ಲಿ ತಡೆ xyxy=(594,1911,1070,1946)
article-headline-award: ಬೀದರ ವಿವಿ ಅತಿಥಿ ಉಪನ್ಯಾಸಕಿ ಡಾ. ಸುನೀತಾ ಮಹೇಶ್ವರಿಗೆ ಕನ್ನಡ ರತ್ನ ಪ್ರಶಸ್ತಿ xyxy=(209,224,652,301)
article-social-col2: ಆದೇಶಿಸಿದೆ. ಪ್ರಕರಣದ ದೂರುದಾರ ವಿಜಯಲಕ್ಷ್ಮಿ ಅವರು 2025ರ ಡಿಸೆಂಬರ್ ನಲ್ಲಿ ದರ್ಶನ್ ನಟನೆಯ ಡೆವಿಲ್ ಸಿನಿಮಾ ಪ್ರಚಾರದಲ್ಲಿ ಭಾಗಿ ಯಾಗಿದ್ದ ಸಂದರ್ಭದಲ್ಲಿ ಆರೋಪಿಗಳು ಸಾಮಾಜಿಕ ಜಾಲತಾಣದಲ್ಲಿ ಅಶ್ಲೀಲ ಪದಗಳಿಂದ ನಿಂದಿಸಿ ಪೋಸ್ಟ್ ಹಾಕಿದ್ದಾರೆ. ಮಹಿಳೆಯ ವಿರುದ್ಧ ಇಂತಹ ಕಾಮೆಂಟ್ ಗಳು ಹಾಕುವುದನ್ನು ಕ್ಷಮಿಸಲಾಗದು. ಪ್ರಕರಣದಲ್ಲಿ ದೂರುದಾರರಾದ ವಿಜಯ ಲಕ್ಷ್ಮಿ ವಿರುದ್ಧ ಕಿಡಿಗೇಡಿಗಳು ಮಾಡಿರುವ ಕಾಮೆಂಟ್ ಗಳು, ದೇಶದ ಮಹಿಳೆಯ ಬಗ್ಗೆ ಅವರ ಮನಸ್ಥಿತಿಯನ್ನು ಸೂಚಿಸುತ್ತಿವೆ. ಇಂತಹ ಕೀಳು ಗಳಿಗೆಗೆ ಜನ ಯಾವ ಮಟ್ಟ ದಲ್ಲೂ ಸಮ್ಮತಿ ನೀಡುವುದಿಲ್ಲ. ಸಂವಿಧಾನದ ಮೂಲಭೂತ ಹಕ್ಕು ಎಂಬುದರಲ್ಲಿ ಯಾವುದೇ ಸಂದೇಹವಿಲ್ಲ. ಆದಾಗ್ಯೂ ಅಂತಹ ಸ್ವಾತಂತ್ರ್ಯವು ಸಂಪೂರ್ಣ ಹಕ್ಕೇನೂ ಅಲ್ಲ. ಅದರಲ್ಲೇ ಅದು ಸಮಂಜಸವಾದ ನಿರ್ಬಂಧಗಳಿಗೆ ಒಳಪಟ್ಟಿರುತ್ತದೆ ಮತ್ತು ಅಂತಹ ನಿರ್ಬಂಧಗಳನ್ನು xyxy=(354,1206,503,1671)
article-headline-nandini: ನಂದಿನಿ ಉತ್ಪನ್ನಗಳ ಕುರಿತು ಅಪಪ್ರಚಾರ: ವೈದ್ಯೆಯ ವಿರುದ್ಧದ ಎಫ್ಐಆರ್ ತಡೆಗೆ ಹೈಕೋರ್ಟ್ ನಕಾರ xyxy=(675,226,1596,260)
article-headline-power-protest: ವಿದ್ಯುತ್ ಖಾಸಗೀಕರಣ ವಿರೋಧಿಸಿ ಪ್ರತಿಭಟನೆ xyxy=(771,970,1374,1019)
